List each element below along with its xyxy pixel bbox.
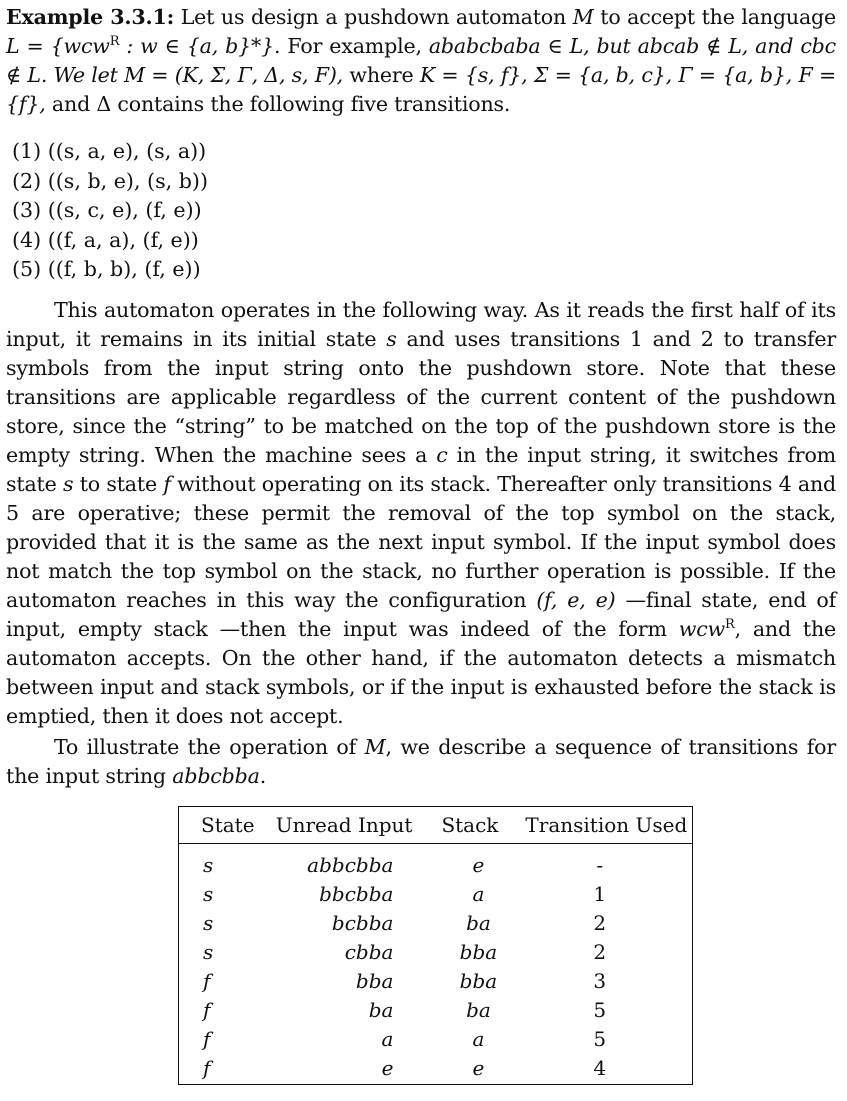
stack-cell: e [472,1055,485,1080]
intro-text: where [343,63,420,87]
state-cell: f [203,1055,211,1080]
input-cell: bba [355,968,394,993]
transition-cell: 5 [593,997,607,1022]
language-definition: L = {wcw [6,34,110,58]
table-row [179,937,692,966]
body-text: in the input string, it switches from state [6,443,836,496]
automaton-symbol: M [364,735,386,759]
stack-cell: e [472,852,485,877]
transition-rule: (4) ((f, a, a), (f, e)) [12,227,199,252]
body-text: , and the automaton accepts. On the other hand, if the automaton detects a mismatch between input and stack symbols, or if the input is exhausted before the stack is emptied, then it does not accept. [6,617,836,728]
illustration-paragraph [6,733,836,791]
table-row [179,908,692,937]
transition-cell: 2 [593,939,607,964]
example-string: ababcbaba [428,34,541,58]
example-string: abcab [637,34,700,58]
transition-cell: 2 [593,910,607,935]
transition-cell: 3 [593,968,607,993]
table-row [179,1053,692,1082]
explanation-paragraph [6,296,836,731]
body-text: to state [73,472,164,496]
input-cell: e [381,1055,394,1080]
automaton-tuple: M = (K, Σ, Γ, Δ, s, F), [124,63,344,87]
intro-text: ∈ L, but [540,34,638,58]
state-cell: s [203,939,214,964]
table-row [179,995,692,1024]
stack-cell: ba [466,910,491,935]
reverse-superscript: R [724,617,735,633]
stack-cell: a [472,881,485,906]
body-text: To illustrate the operation of [54,735,365,759]
example-string: cbc [800,34,836,58]
intro-text: For example, [280,34,429,58]
input-cell: bbcbba [319,881,394,906]
state-cell: s [203,881,214,906]
intro-text: ∉ L, and [699,34,801,58]
intro-text: to accept the language [593,5,837,29]
state-cell: s [203,852,214,877]
automaton-symbol: M [572,5,594,29]
intro-text: and Δ contains the following five transitions. [45,92,511,116]
final-states-def: F = {f}, [6,63,837,116]
input-cell: cbba [344,939,394,964]
transition-cell: 5 [593,1026,607,1051]
state-cell: f [203,1026,211,1051]
state-symbol: s [386,327,397,351]
stack-cell: bba [459,939,498,964]
column-header: Unread Input [268,807,434,844]
transition-rule: (5) ((f, b, b), (f, e)) [12,257,201,281]
transition-rule: (3) ((s, c, e), (f, e)) [12,198,202,222]
transition-rule: (2) ((s, b, e), (s, b)) [12,168,208,193]
intro-text: Let us design a pushdown automaton [180,5,573,29]
state-cell: s [203,910,214,935]
body-text: , we describe a sequence of transitions for the input string [6,735,836,788]
input-string: abbcbba [172,764,260,788]
transition-cell: 4 [593,1055,607,1080]
state-symbol: s [62,472,74,496]
example-intro-paragraph [6,3,836,119]
state-cell: f [203,968,211,993]
intro-text: ∉ L. We let [6,63,125,87]
body-text: . [259,764,267,788]
configuration: (f, e, e) [536,588,616,612]
transition-list [12,137,208,285]
table-row [179,1024,692,1053]
language-definition: : w ∈ {a, b}*}. [119,34,281,58]
input-cell: ba [368,997,394,1022]
transition-rule: (1) ((s, a, e), (s, a)) [12,139,207,163]
transition-cell: - [596,852,604,877]
computation-table [178,806,693,1085]
body-text: without operating on its stack. Thereafter only transitions 4 and 5 are operative; these permit the removal of the top symbol on the stack, provided that it is the same as the next input symbol. If the input symbol does not match the top symbol on the stack, no further operation is possible. If the automaton reaches in this way the configuration [6,472,836,612]
table-row [179,879,692,908]
table-row [179,844,692,880]
input-cell: abbcbba [307,852,394,877]
stack-cell: bba [459,968,498,993]
input-cell: bcbba [331,910,394,935]
state-cell: f [203,997,211,1022]
stack-cell: a [472,1026,485,1051]
language-form: wcw [678,617,725,641]
input-symbol: c [436,443,448,467]
body-text: and uses transitions 1 and 2 to transfer symbols from the input string onto the pushdown store. Note that these transitions are applicable regardless of the current content of the pushdown store, since the “string” to be matched on the top of the pushdown store is the empty string. When the machine sees a [6,327,836,467]
column-header: Transition Used [517,807,692,844]
body-text: —final state, end of input, empty stack —then the input was indeed of the form [6,588,837,641]
input-cell: a [381,1026,394,1051]
transition-cell: 1 [593,881,607,906]
state-alphabet-def: K = {s, f}, Σ = {a, b, c}, [419,63,672,87]
reverse-superscript: R [109,34,120,50]
column-header: Stack [433,807,517,844]
body-text: This automaton operates in the following way. As it reads the first half of its input, it remains in its initial state [6,298,836,351]
example-label: Example 3.3.1: [6,5,175,29]
stack-alphabet-def: Γ = {a, b}, [678,63,793,87]
column-header: State [179,807,268,844]
table-row [179,966,692,995]
transition-sequence-table [179,807,692,1082]
table-header-row [179,807,692,844]
stack-cell: ba [466,997,491,1022]
state-symbol: f [163,472,171,496]
